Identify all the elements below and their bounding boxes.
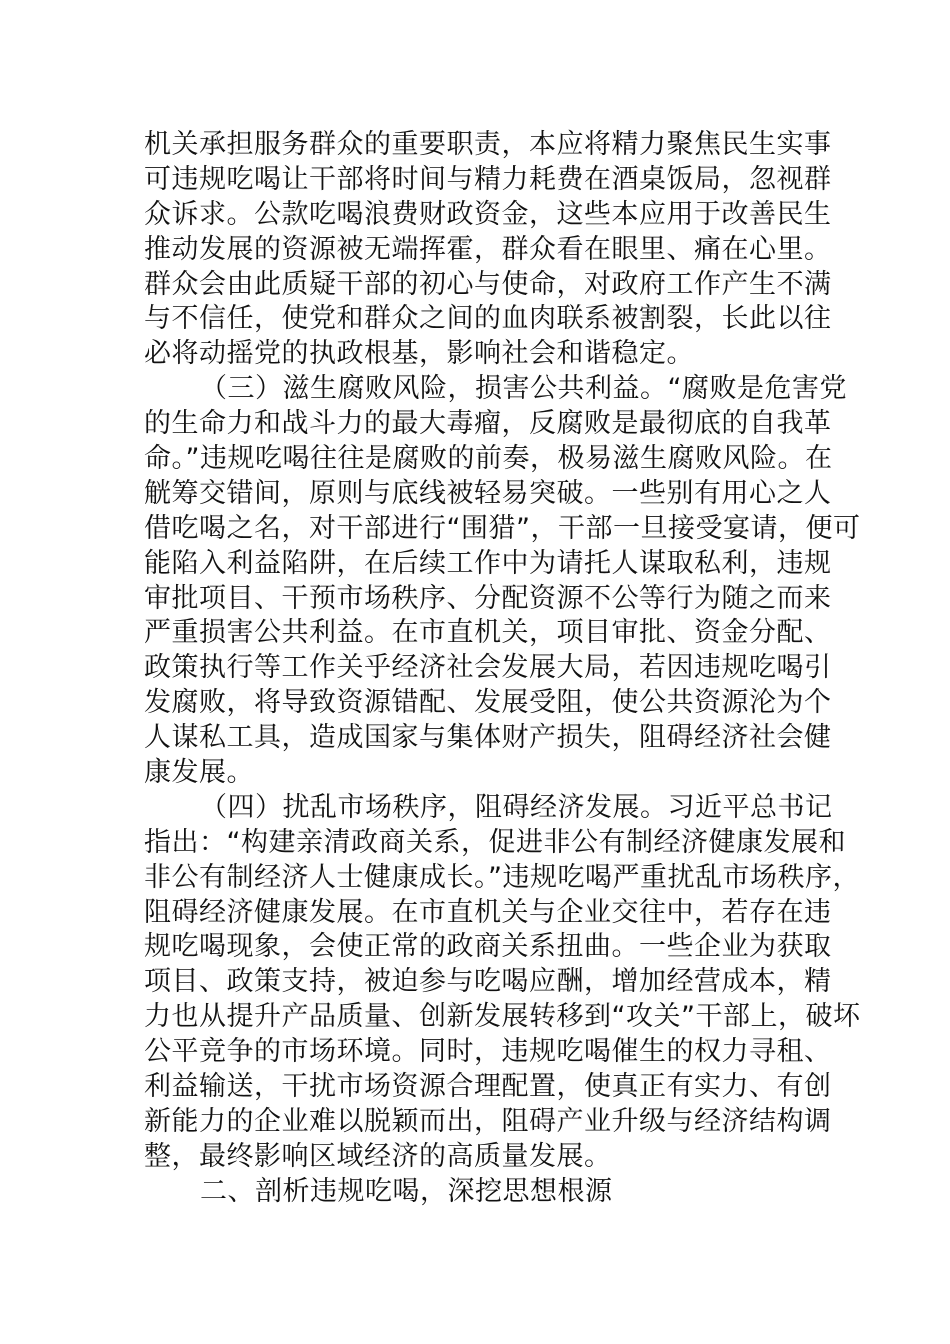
document-body — [144, 128, 861, 1210]
text-line: 阻碍经济健康发展。在市直机关与企业交往中，若存在违 — [144, 896, 832, 928]
text-line: 公平竞争的市场环境。同时，违规吃喝催生的权力寻租、 — [144, 1036, 832, 1068]
text-line: 群众会由此质疑干部的初心与使命，对政府工作产生不满 — [144, 268, 832, 300]
text-line: 推动发展的资源被无端挥霍，群众看在眼里、痛在心里。 — [144, 233, 832, 265]
text-line: 政策执行等工作关乎经济社会发展大局，若因违规吃喝引 — [144, 652, 832, 684]
text-line: 机关承担服务群众的重要职责，本应将精力聚焦民生实事 — [144, 129, 832, 160]
text-line: 人谋私工具，造成国家与集体财产损失，阻碍经济社会健 — [144, 722, 832, 754]
text-line: 与不信任，使党和群众之间的血肉联系被割裂，长此以往 — [144, 303, 832, 335]
text-line: 觥筹交错间，原则与底线被轻易突破。一些别有用心之人 — [144, 477, 832, 509]
text-line: 力也从提升产品质量、创新发展转移到“攻关”干部上，破坏 — [144, 1001, 861, 1033]
text-line: 众诉求。公款吃喝浪费财政资金，这些本应用于改善民生 — [144, 198, 832, 230]
text-line: 能陷入利益陷阱，在后续工作中为请托人谋取私利，违规 — [144, 547, 832, 579]
text-line: 规吃喝现象，会使正常的政商关系扭曲。一些企业为获取 — [144, 931, 832, 963]
text-line: 整，最终影响区域经济的高质量发展。 — [144, 1140, 612, 1172]
text-line: 新能力的企业难以脱颖而出，阻碍产业升级与经济结构调 — [144, 1105, 832, 1137]
text-line: 命。”违规吃喝往往是腐败的前奏，极易滋生腐败风险。在 — [144, 443, 833, 475]
text-line: 借吃喝之名，对干部进行“围猎”，干部一旦接受宴请，便可 — [144, 512, 861, 544]
text-line: 非公有制经济人士健康成长。”违规吃喝严重扰乱市场秩序， — [144, 861, 860, 893]
text-line: 项目、政策支持，被迫参与吃喝应酬，增加经营成本，精 — [144, 966, 832, 998]
text-line: 严重损害公共利益。在市直机关，项目审批、资金分配、 — [144, 617, 832, 649]
text-line: 必将动摇党的执政根基，影响社会和谐稳定。 — [144, 338, 694, 370]
text-line: 利益输送，干扰市场资源合理配置，使真正有实力、有创 — [144, 1071, 832, 1103]
text-line: 发腐败，将导致资源错配、发展受阻，使公共资源沦为个 — [144, 687, 832, 719]
text-line: 审批项目、干预市场秩序、分配资源不公等行为随之而来 — [144, 582, 832, 614]
text-line: 可违规吃喝让干部将时间与精力耗费在酒桌饭局，忽视群 — [144, 163, 832, 195]
chapter-heading: 二、剖析违规吃喝，深挖思想根源 — [200, 1175, 613, 1207]
text-line: 康发展。 — [144, 757, 254, 789]
section-heading-4: （四）扰乱市场秩序，阻碍经济发展。习近平总书记 — [200, 791, 833, 823]
section-heading-3: （三）滋生腐败风险，损害公共利益。“腐败是危害党 — [200, 373, 847, 405]
text-line: 指出：“构建亲清政商关系，促进非公有制经济健康发展和 — [144, 826, 846, 858]
text-line: 的生命力和战斗力的最大毒瘤，反腐败是最彻底的自我革 — [144, 408, 832, 440]
